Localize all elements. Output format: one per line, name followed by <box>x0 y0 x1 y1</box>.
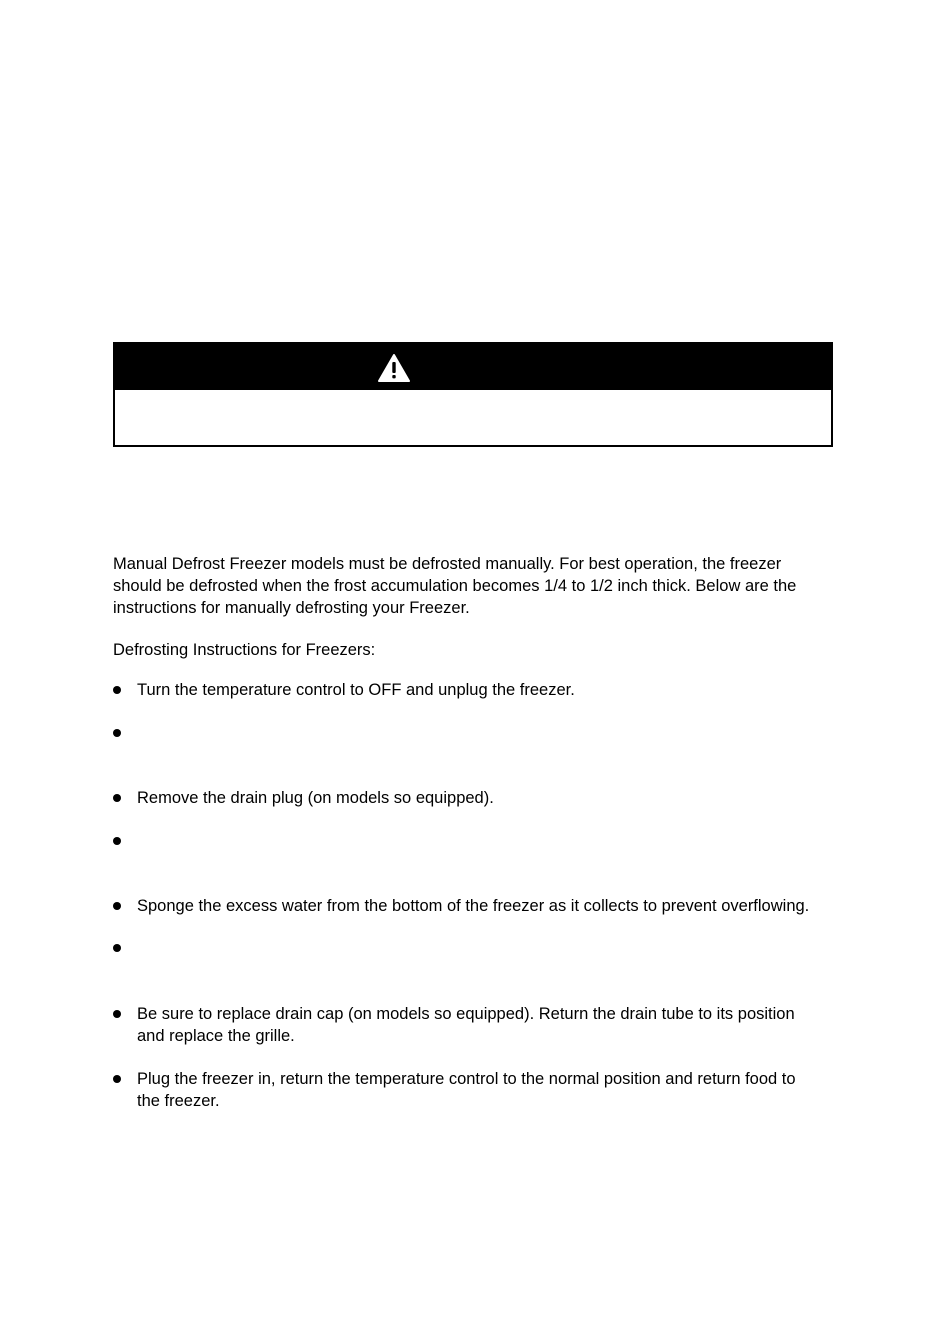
bullet-icon <box>113 1075 121 1083</box>
warning-box <box>113 342 833 447</box>
bullet-icon <box>113 729 121 737</box>
instruction-item <box>137 895 809 917</box>
bullet-icon <box>113 686 121 694</box>
instruction-line: Turn the temperature control to OFF and unplug the freezer. <box>137 681 575 699</box>
warning-header <box>115 344 831 390</box>
instruction-line: Be sure to replace drain cap (on models so equipped). Return the drain tube to its position <box>137 1005 795 1023</box>
instruction-item <box>137 787 494 809</box>
warning-body <box>115 390 831 445</box>
bullet-icon <box>113 1010 121 1018</box>
bullet-icon <box>113 944 121 952</box>
instruction-line: and replace the grille. <box>137 1027 295 1045</box>
instruction-line: the freezer. <box>137 1092 220 1110</box>
instruction-item <box>137 1068 796 1112</box>
intro-line: instructions for manually defrosting your Freezer. <box>113 599 470 617</box>
intro-line: Manual Defrost Freezer models must be defrosted manually. For best operation, the freezer <box>113 555 782 573</box>
list-heading: Defrosting Instructions for Freezers: <box>113 641 376 659</box>
instruction-line: Sponge the excess water from the bottom of the freezer as it collects to prevent overflowing. <box>137 897 810 915</box>
instruction-item <box>137 1003 795 1047</box>
bullet-icon <box>113 837 121 845</box>
bullet-icon <box>113 794 121 802</box>
instruction-line: Remove the drain plug (on models so equipped). <box>137 789 494 807</box>
intro-paragraph <box>113 553 796 619</box>
intro-line: should be defrosted when the frost accumulation becomes 1/4 to 1/2 inch thick. Below are the <box>113 577 797 595</box>
instruction-item <box>137 679 575 701</box>
instruction-line: Plug the freezer in, return the temperature control to the normal position and return food to <box>137 1070 796 1088</box>
warning-triangle-icon <box>377 353 411 383</box>
bullet-icon <box>113 902 121 910</box>
